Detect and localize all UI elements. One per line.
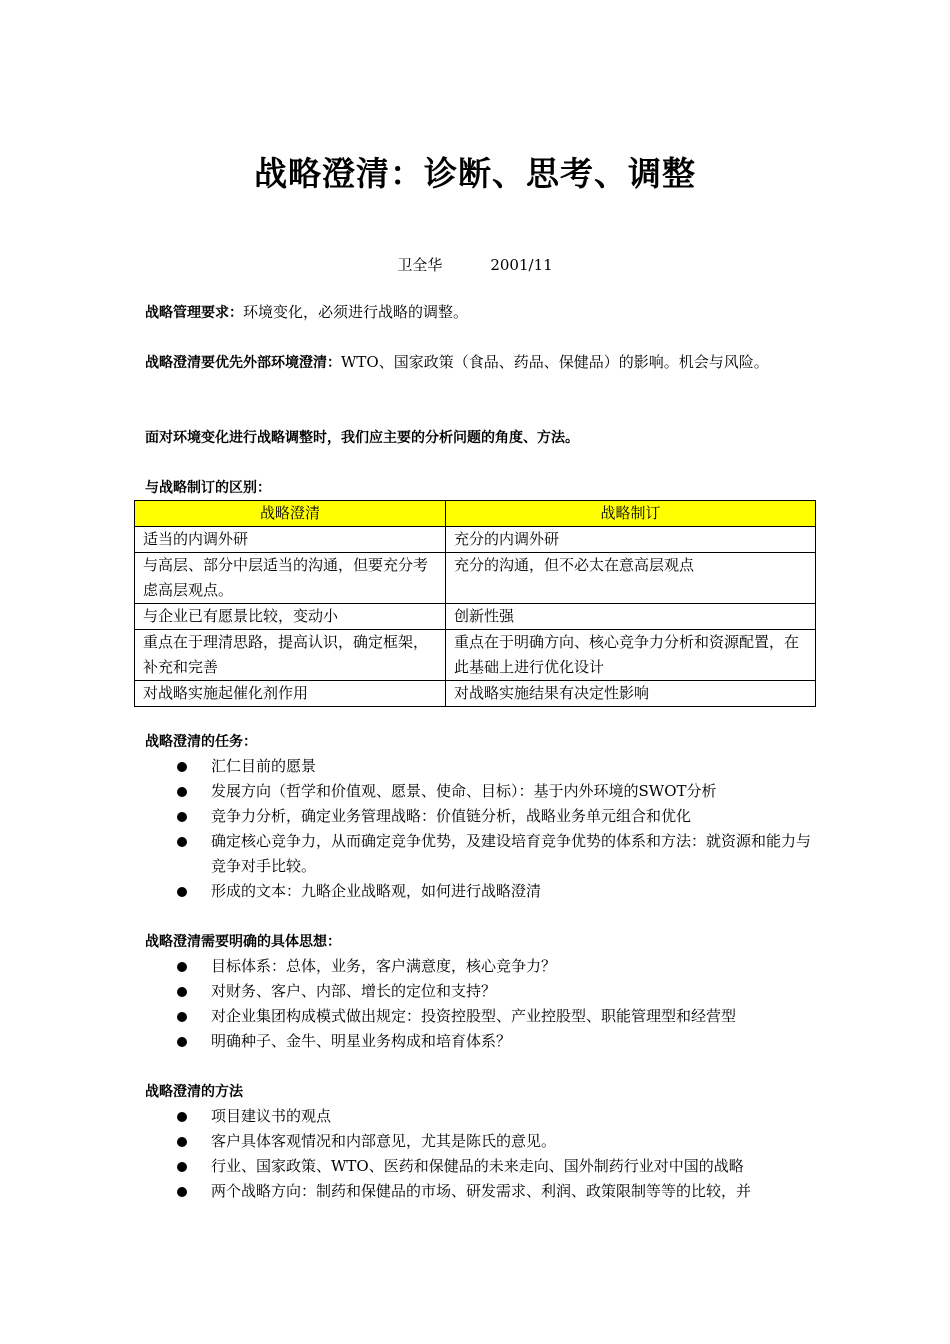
table-cell: 对战略实施起催化剂作用	[135, 681, 446, 707]
list-item	[145, 954, 815, 979]
bullet-icon	[177, 987, 187, 997]
table-cell: 创新性强	[446, 604, 816, 630]
list-item-text: 项目建议书的观点	[211, 1107, 332, 1125]
bullet-icon	[177, 1137, 187, 1147]
list-item-text: 形成的文本：九略企业战略观，如何进行战略澄清	[211, 882, 542, 900]
table-row	[135, 681, 816, 707]
tasks-heading	[145, 729, 815, 755]
byline	[0, 254, 950, 275]
ideas-list	[145, 954, 815, 1054]
list-item-text: 明确种子、金牛、明星业务构成和培育体系？	[211, 1032, 512, 1050]
list-item-text: 对财务、客户、内部、增长的定位和支持？	[211, 982, 497, 1000]
date: 2001/11	[490, 256, 553, 274]
table-row	[135, 553, 816, 604]
table-cell: 充分的内调外研	[446, 527, 816, 553]
author: 卫全华	[397, 256, 443, 274]
table-cell: 与企业已有愿景比较，变动小	[135, 604, 446, 630]
list-item-text: 两个战略方向：制药和保健品的市场、研发需求、利润、政策限制等等的比较，并	[211, 1182, 752, 1200]
paragraph-label: 战略澄清要优先外部环境澄清：	[145, 355, 341, 371]
bullet-icon	[177, 962, 187, 972]
paragraph-text: 环境变化，必须进行战略的调整。	[243, 303, 469, 321]
table-row	[135, 630, 816, 681]
bullet-icon	[177, 1037, 187, 1047]
table-cell: 与高层、部分中层适当的沟通，但要充分考虑高层观点。	[135, 553, 446, 604]
section-heading: 战略澄清的方法	[145, 1084, 243, 1100]
list-item	[145, 1179, 815, 1204]
bullet-icon	[177, 837, 187, 847]
list-item	[145, 1004, 815, 1029]
paragraph-management-requirement	[145, 300, 815, 326]
list-item-text: 竞争力分析，确定业务管理战略：价值链分析，战略业务单元组合和优化	[211, 807, 692, 825]
bullet-icon	[177, 762, 187, 772]
list-item	[145, 1154, 815, 1179]
paragraph-external-environment	[145, 350, 815, 376]
table-cell: 充分的沟通，但不必太在意高层观点	[446, 553, 816, 604]
list-item-text: 发展方向（哲学和价值观、愿景、使命、目标）：基于内外环境的SWOT分析	[211, 782, 717, 800]
table-header-row	[135, 501, 816, 527]
bullet-icon	[177, 1162, 187, 1172]
bullet-icon	[177, 812, 187, 822]
table-header-cell: 战略澄清	[135, 501, 446, 527]
list-item-text: 对企业集团构成模式做出规定：投资控股型、产业控股型、职能管理型和经营型	[211, 1007, 737, 1025]
bullet-icon	[177, 1112, 187, 1122]
table-cell: 适当的内调外研	[135, 527, 446, 553]
comparison-table	[134, 500, 816, 707]
bullet-icon	[177, 787, 187, 797]
paragraph-text: WTO、国家政策（食品、药品、保健品）的影响。机会与风险。	[341, 353, 769, 371]
table-cell: 重点在于理清思路，提高认识，确定框架，补充和完善	[135, 630, 446, 681]
paragraph-analysis-angle	[145, 425, 815, 451]
bullet-icon	[177, 1012, 187, 1022]
ideas-heading	[145, 929, 815, 955]
list-item-text: 汇仁目前的愿景	[211, 757, 317, 775]
section-heading: 战略澄清需要明确的具体思想：	[145, 934, 341, 950]
paragraph-difference-heading	[145, 475, 815, 501]
list-item	[145, 1129, 815, 1154]
tasks-list	[145, 754, 815, 904]
bullet-icon	[177, 1187, 187, 1197]
methods-heading	[145, 1079, 815, 1105]
list-item-text: 行业、国家政策、WTO、医药和保健品的未来走向、国外制药行业对中国的战略	[211, 1157, 744, 1175]
document-title: 战略澄清：诊断、思考、调整	[254, 154, 696, 193]
table-cell: 重点在于明确方向、核心竞争力分析和资源配置，在此基础上进行优化设计	[446, 630, 816, 681]
section-heading: 战略澄清的任务：	[145, 734, 257, 750]
list-item	[145, 879, 815, 904]
list-item-text: 确定核心竞争力，从而确定竞争优势，及建设培育竞争优势的体系和方法：就资源和能力与竞争对手比较。	[211, 832, 812, 875]
bullet-icon	[177, 887, 187, 897]
list-item	[145, 979, 815, 1004]
paragraph-label: 面对环境变化进行战略调整时，我们应主要的分析问题的角度、方法。	[145, 430, 579, 446]
methods-list	[145, 1104, 815, 1204]
table-row	[135, 527, 816, 553]
list-item	[145, 754, 815, 779]
table-row	[135, 604, 816, 630]
list-item	[145, 829, 815, 879]
paragraph-label: 与战略制订的区别：	[145, 480, 271, 496]
list-item-text: 客户具体客观情况和内部意见，尤其是陈氏的意见。	[211, 1132, 557, 1150]
list-item	[145, 1104, 815, 1129]
table-cell: 对战略实施结果有决定性影响	[446, 681, 816, 707]
list-item	[145, 1029, 815, 1054]
table-header-cell: 战略制订	[446, 501, 816, 527]
list-item	[145, 804, 815, 829]
paragraph-label: 战略管理要求：	[145, 305, 243, 321]
list-item-text: 目标体系：总体，业务，客户满意度，核心竞争力？	[211, 957, 557, 975]
list-item	[145, 779, 815, 804]
